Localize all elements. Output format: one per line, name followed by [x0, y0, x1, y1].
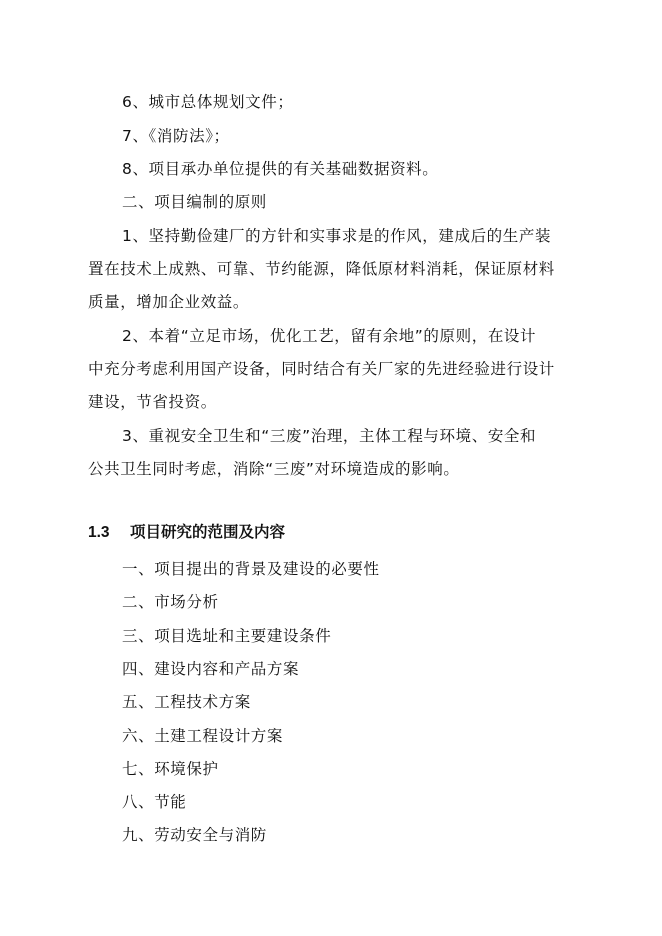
principle-2-line-3: 建设，节省投资。	[88, 393, 217, 411]
scope-item-5: 五、工程技术方案	[122, 693, 251, 711]
scope-item-7: 七、环境保护	[122, 760, 219, 778]
principle-1-line-2: 置在技术上成熟、可靠、节约能源，降低原材料消耗，保证原材料	[88, 260, 555, 278]
section-heading	[88, 523, 285, 543]
principle-3-line-1: 3、重视安全卫生和“三废”治理，主体工程与环境、安全和	[122, 427, 537, 445]
basis-item-8: 8、项目承办单位提供的有关基础数据资料。	[122, 160, 439, 178]
subheading-principles: 二、项目编制的原则	[122, 193, 267, 211]
section-title: 项目研究的范围及内容	[130, 524, 286, 541]
principle-1-line-1: 1、坚持勤俭建厂的方针和实事求是的作风，建成后的生产装	[122, 227, 552, 245]
scope-item-6: 六、土建工程设计方案	[122, 727, 284, 745]
principle-3-line-2: 公共卫生同时考虑，消除“三废”对环境造成的影响。	[88, 460, 460, 478]
scope-item-3: 三、项目选址和主要建设条件	[122, 627, 332, 645]
scope-item-8: 八、节能	[122, 793, 187, 811]
scope-item-9: 九、劳动安全与消防	[122, 826, 267, 844]
scope-item-2: 二、市场分析	[122, 593, 219, 611]
basis-item-7: 7、《消防法》；	[122, 127, 230, 145]
section-number: 1.3	[88, 524, 110, 541]
basis-item-6: 6、城市总体规划文件；	[122, 93, 294, 111]
principle-1-line-3: 质量，增加企业效益。	[88, 293, 250, 311]
scope-item-1: 一、项目提出的背景及建设的必要性	[122, 560, 380, 578]
principle-2-line-2: 中充分考虑利用国产设备，同时结合有关厂家的先进经验进行设计	[88, 360, 555, 378]
scope-item-4: 四、建设内容和产品方案	[122, 660, 300, 678]
principle-2-line-1: 2、本着“立足市场，优化工艺，留有余地”的原则，在设计	[122, 327, 537, 345]
